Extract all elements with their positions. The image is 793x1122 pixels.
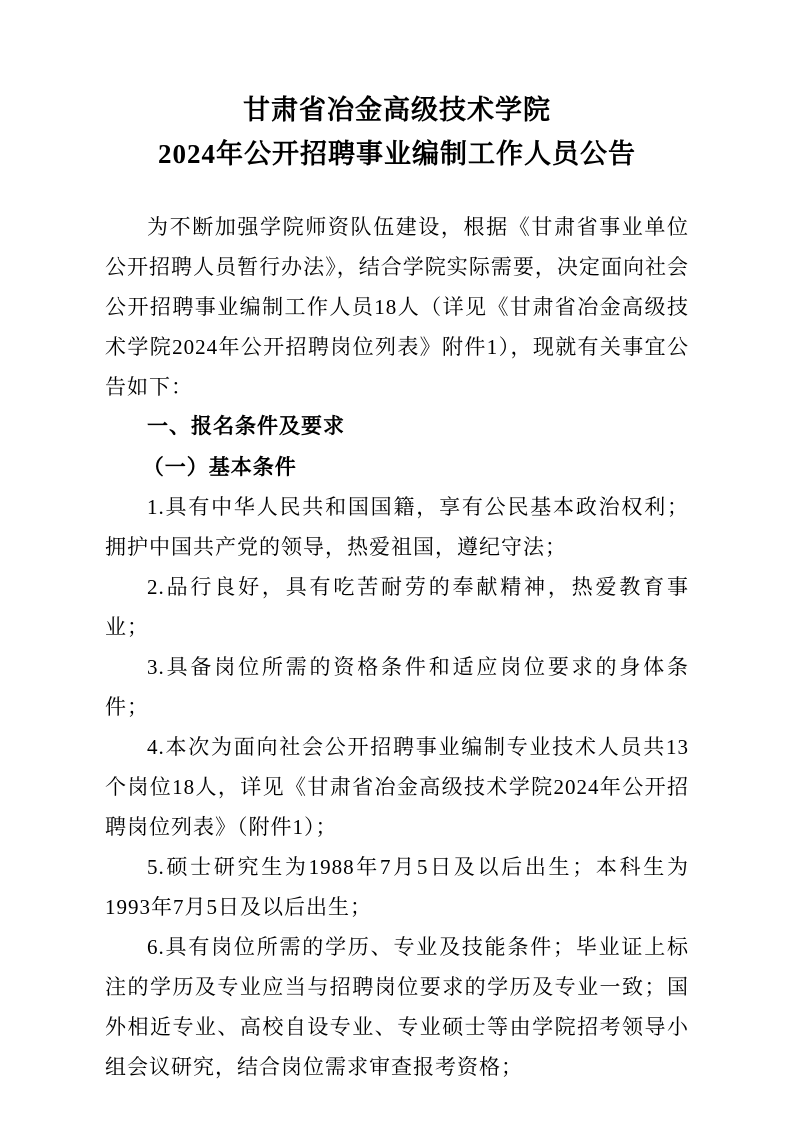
document-title-line-2: 2024年公开招聘事业编制工作人员公告 (158, 139, 636, 169)
condition-item-2: 2.品行良好，具有吃苦耐劳的奉献精神，热爱教育事业； (105, 575, 689, 639)
condition-item-6: 6.具有岗位所需的学历、专业及技能条件；毕业证上标注的学历及专业应当与招聘岗位要求的学历及专业一致；国外相近专业、高校自设专业、专业硕士等由学院招考领导小组会议研究，结合岗位需求审查报考资格； (105, 935, 689, 1079)
intro-paragraph: 为不断加强学院师资队伍建设，根据《甘肃省事业单位公开招聘人员暂行办法》，结合学院实际需要，决定面向社会公开招聘事业编制工作人员18人（详见《甘肃省冶金高级技术学院2024年公开招聘岗位列表》附件1），现就有关事宜公告如下： (105, 215, 689, 399)
document-title-line-1: 甘肃省冶金高级技术学院 (243, 95, 551, 125)
section-heading-application-conditions: 一、报名条件及要求 (147, 415, 345, 438)
condition-item-4: 4.本次为面向社会公开招聘事业编制专业技术人员共13个岗位18人，详见《甘肃省冶金高级技术学院2024年公开招聘岗位列表》（附件1）； (105, 735, 689, 839)
condition-item-3: 3.具备岗位所需的资格条件和适应岗位要求的身体条件； (105, 655, 689, 719)
subsection-heading-basic-conditions: （一）基本条件 (142, 455, 297, 479)
condition-item-5: 5.硕士研究生为1988年7月5日及以后出生；本科生为1993年7月5日及以后出生； (105, 855, 689, 919)
condition-item-1: 1.具有中华人民共和国国籍，享有公民基本政治权利；拥护中国共产党的领导，热爱祖国，遵纪守法； (105, 495, 689, 559)
